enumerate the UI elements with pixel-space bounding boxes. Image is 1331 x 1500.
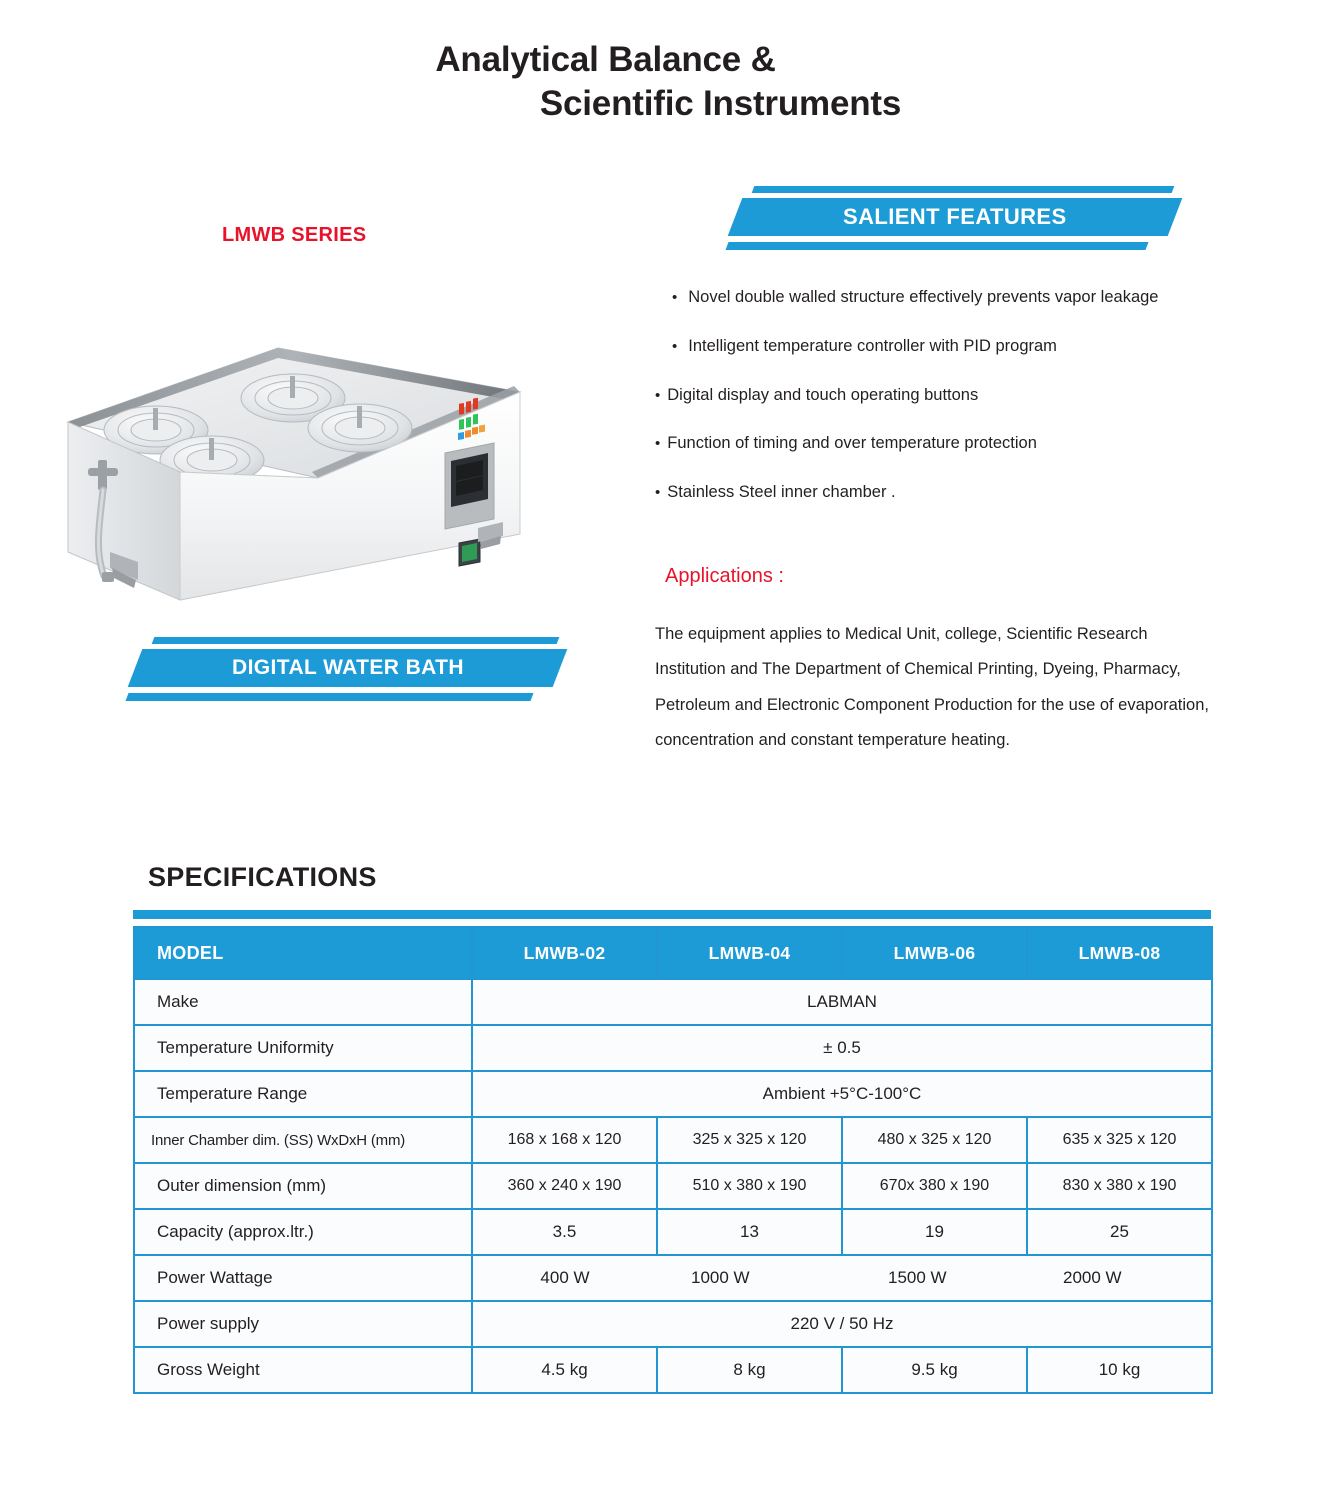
table-header-row bbox=[134, 927, 1212, 979]
row-value: 25 bbox=[1027, 1209, 1212, 1255]
table-row bbox=[134, 1255, 1212, 1301]
list-item bbox=[655, 337, 1255, 357]
row-label: Outer dimension (mm) bbox=[134, 1163, 472, 1209]
list-item bbox=[655, 288, 1255, 308]
salient-features-banner bbox=[735, 186, 1175, 252]
column-header-lmwb-02: LMWB-02 bbox=[472, 927, 657, 979]
row-label: Gross Weight bbox=[134, 1347, 472, 1393]
list-item bbox=[655, 483, 1255, 503]
product-series-label: LMWB SERIES bbox=[222, 224, 367, 246]
table-row bbox=[134, 1025, 1212, 1071]
list-item bbox=[655, 434, 1255, 454]
applications-line: concentration and constant temperature heating. bbox=[655, 731, 1010, 750]
row-value: 510 x 380 x 190 bbox=[657, 1163, 842, 1209]
applications-line: Institution and The Department of Chemical Printing, Dyeing, Pharmacy, bbox=[655, 660, 1181, 679]
row-value: 2000 W bbox=[1027, 1255, 1212, 1301]
row-value: 4.5 kg bbox=[472, 1347, 657, 1393]
list-item-label: Stainless Steel inner chamber . bbox=[667, 483, 896, 502]
bullet-icon: • bbox=[655, 435, 661, 453]
applications-line: The equipment applies to Medical Unit, college, Scientific Research bbox=[655, 625, 1148, 643]
table-row bbox=[134, 1163, 1212, 1209]
row-value: 360 x 240 x 190 bbox=[472, 1163, 657, 1209]
row-label: Power Wattage bbox=[134, 1255, 472, 1301]
page-title-line-1: Analytical Balance & bbox=[435, 40, 776, 79]
specifications-heading: SPECIFICATIONS bbox=[148, 862, 377, 892]
row-value: 13 bbox=[657, 1209, 842, 1255]
row-value: 1000 W bbox=[657, 1255, 842, 1301]
table-row bbox=[134, 1071, 1212, 1117]
banner-stripe-top bbox=[152, 637, 560, 644]
table-row bbox=[134, 1117, 1212, 1163]
table-row bbox=[134, 1347, 1212, 1393]
row-value-merged: LABMAN bbox=[472, 979, 1212, 1025]
specifications-table bbox=[133, 926, 1213, 1394]
bullet-icon: • bbox=[655, 484, 661, 502]
list-item-label: Function of timing and over temperature protection bbox=[667, 434, 1037, 453]
row-value-merged: ± 0.5 bbox=[472, 1025, 1212, 1071]
bullet-icon: • bbox=[655, 386, 661, 404]
salient-features-list bbox=[655, 288, 1255, 532]
column-header-lmwb-04: LMWB-04 bbox=[657, 927, 842, 979]
row-value: 10 kg bbox=[1027, 1347, 1212, 1393]
bullet-icon: • bbox=[672, 337, 678, 355]
bullet-icon: • bbox=[672, 289, 678, 306]
product-name-banner bbox=[135, 637, 560, 703]
row-label: Capacity (approx.ltr.) bbox=[134, 1209, 472, 1255]
row-value-merged: 220 V / 50 Hz bbox=[472, 1301, 1212, 1347]
banner-stripe-top bbox=[752, 186, 1175, 193]
applications-heading: Applications : bbox=[665, 565, 784, 587]
column-header-lmwb-08: LMWB-08 bbox=[1027, 927, 1212, 979]
row-value: 3.5 bbox=[472, 1209, 657, 1255]
banner-bar bbox=[728, 198, 1183, 236]
banner-stripe-bottom bbox=[125, 693, 533, 701]
specifications-top-bar bbox=[133, 910, 1211, 919]
list-item-label: Intelligent temperature controller with PID program bbox=[688, 336, 1057, 355]
row-value: 400 W bbox=[472, 1255, 657, 1301]
row-value: 480 x 325 x 120 bbox=[842, 1117, 1027, 1163]
row-label: Temperature Range bbox=[134, 1071, 472, 1117]
column-header-lmwb-06: LMWB-06 bbox=[842, 927, 1027, 979]
row-value: 168 x 168 x 120 bbox=[472, 1117, 657, 1163]
list-item bbox=[655, 386, 1255, 406]
banner-stripe-bottom bbox=[725, 242, 1148, 250]
row-value: 8 kg bbox=[657, 1347, 842, 1393]
row-value-merged: Ambient +5°C-100°C bbox=[472, 1071, 1212, 1117]
table-row bbox=[134, 979, 1212, 1025]
table-row bbox=[134, 1301, 1212, 1347]
row-label: Temperature Uniformity bbox=[134, 1025, 472, 1071]
page-title-line-2: Scientific Instruments bbox=[539, 84, 902, 124]
list-item-label: Novel double walled structure effectively prevents vapor leakage bbox=[688, 288, 1159, 306]
table-row bbox=[134, 1209, 1212, 1255]
row-value: 635 x 325 x 120 bbox=[1027, 1117, 1212, 1163]
applications-body bbox=[655, 617, 1295, 759]
banner-bar bbox=[128, 649, 568, 687]
row-value: 670x 380 x 190 bbox=[842, 1163, 1027, 1209]
page-title bbox=[0, 38, 1331, 126]
salient-features-banner-label: SALIENT FEATURES bbox=[843, 204, 1067, 229]
applications-line: Petroleum and Electronic Component Production for the use of evaporation, bbox=[655, 695, 1209, 714]
column-header-model: MODEL bbox=[134, 927, 472, 979]
list-item-label: Digital display and touch operating buttons bbox=[667, 385, 979, 404]
row-label: Make bbox=[134, 979, 472, 1025]
row-value: 1500 W bbox=[842, 1255, 1027, 1301]
row-value: 325 x 325 x 120 bbox=[657, 1117, 842, 1163]
row-value: 19 bbox=[842, 1209, 1027, 1255]
row-label: Inner Chamber dim. (SS) WxDxH (mm) bbox=[134, 1117, 472, 1163]
row-value: 830 x 380 x 190 bbox=[1027, 1163, 1212, 1209]
product-name-banner-label: DIGITAL WATER BATH bbox=[231, 656, 464, 679]
digital-water-bath-photo bbox=[60, 300, 600, 620]
row-label: Power supply bbox=[134, 1301, 472, 1347]
row-value: 9.5 kg bbox=[842, 1347, 1027, 1393]
